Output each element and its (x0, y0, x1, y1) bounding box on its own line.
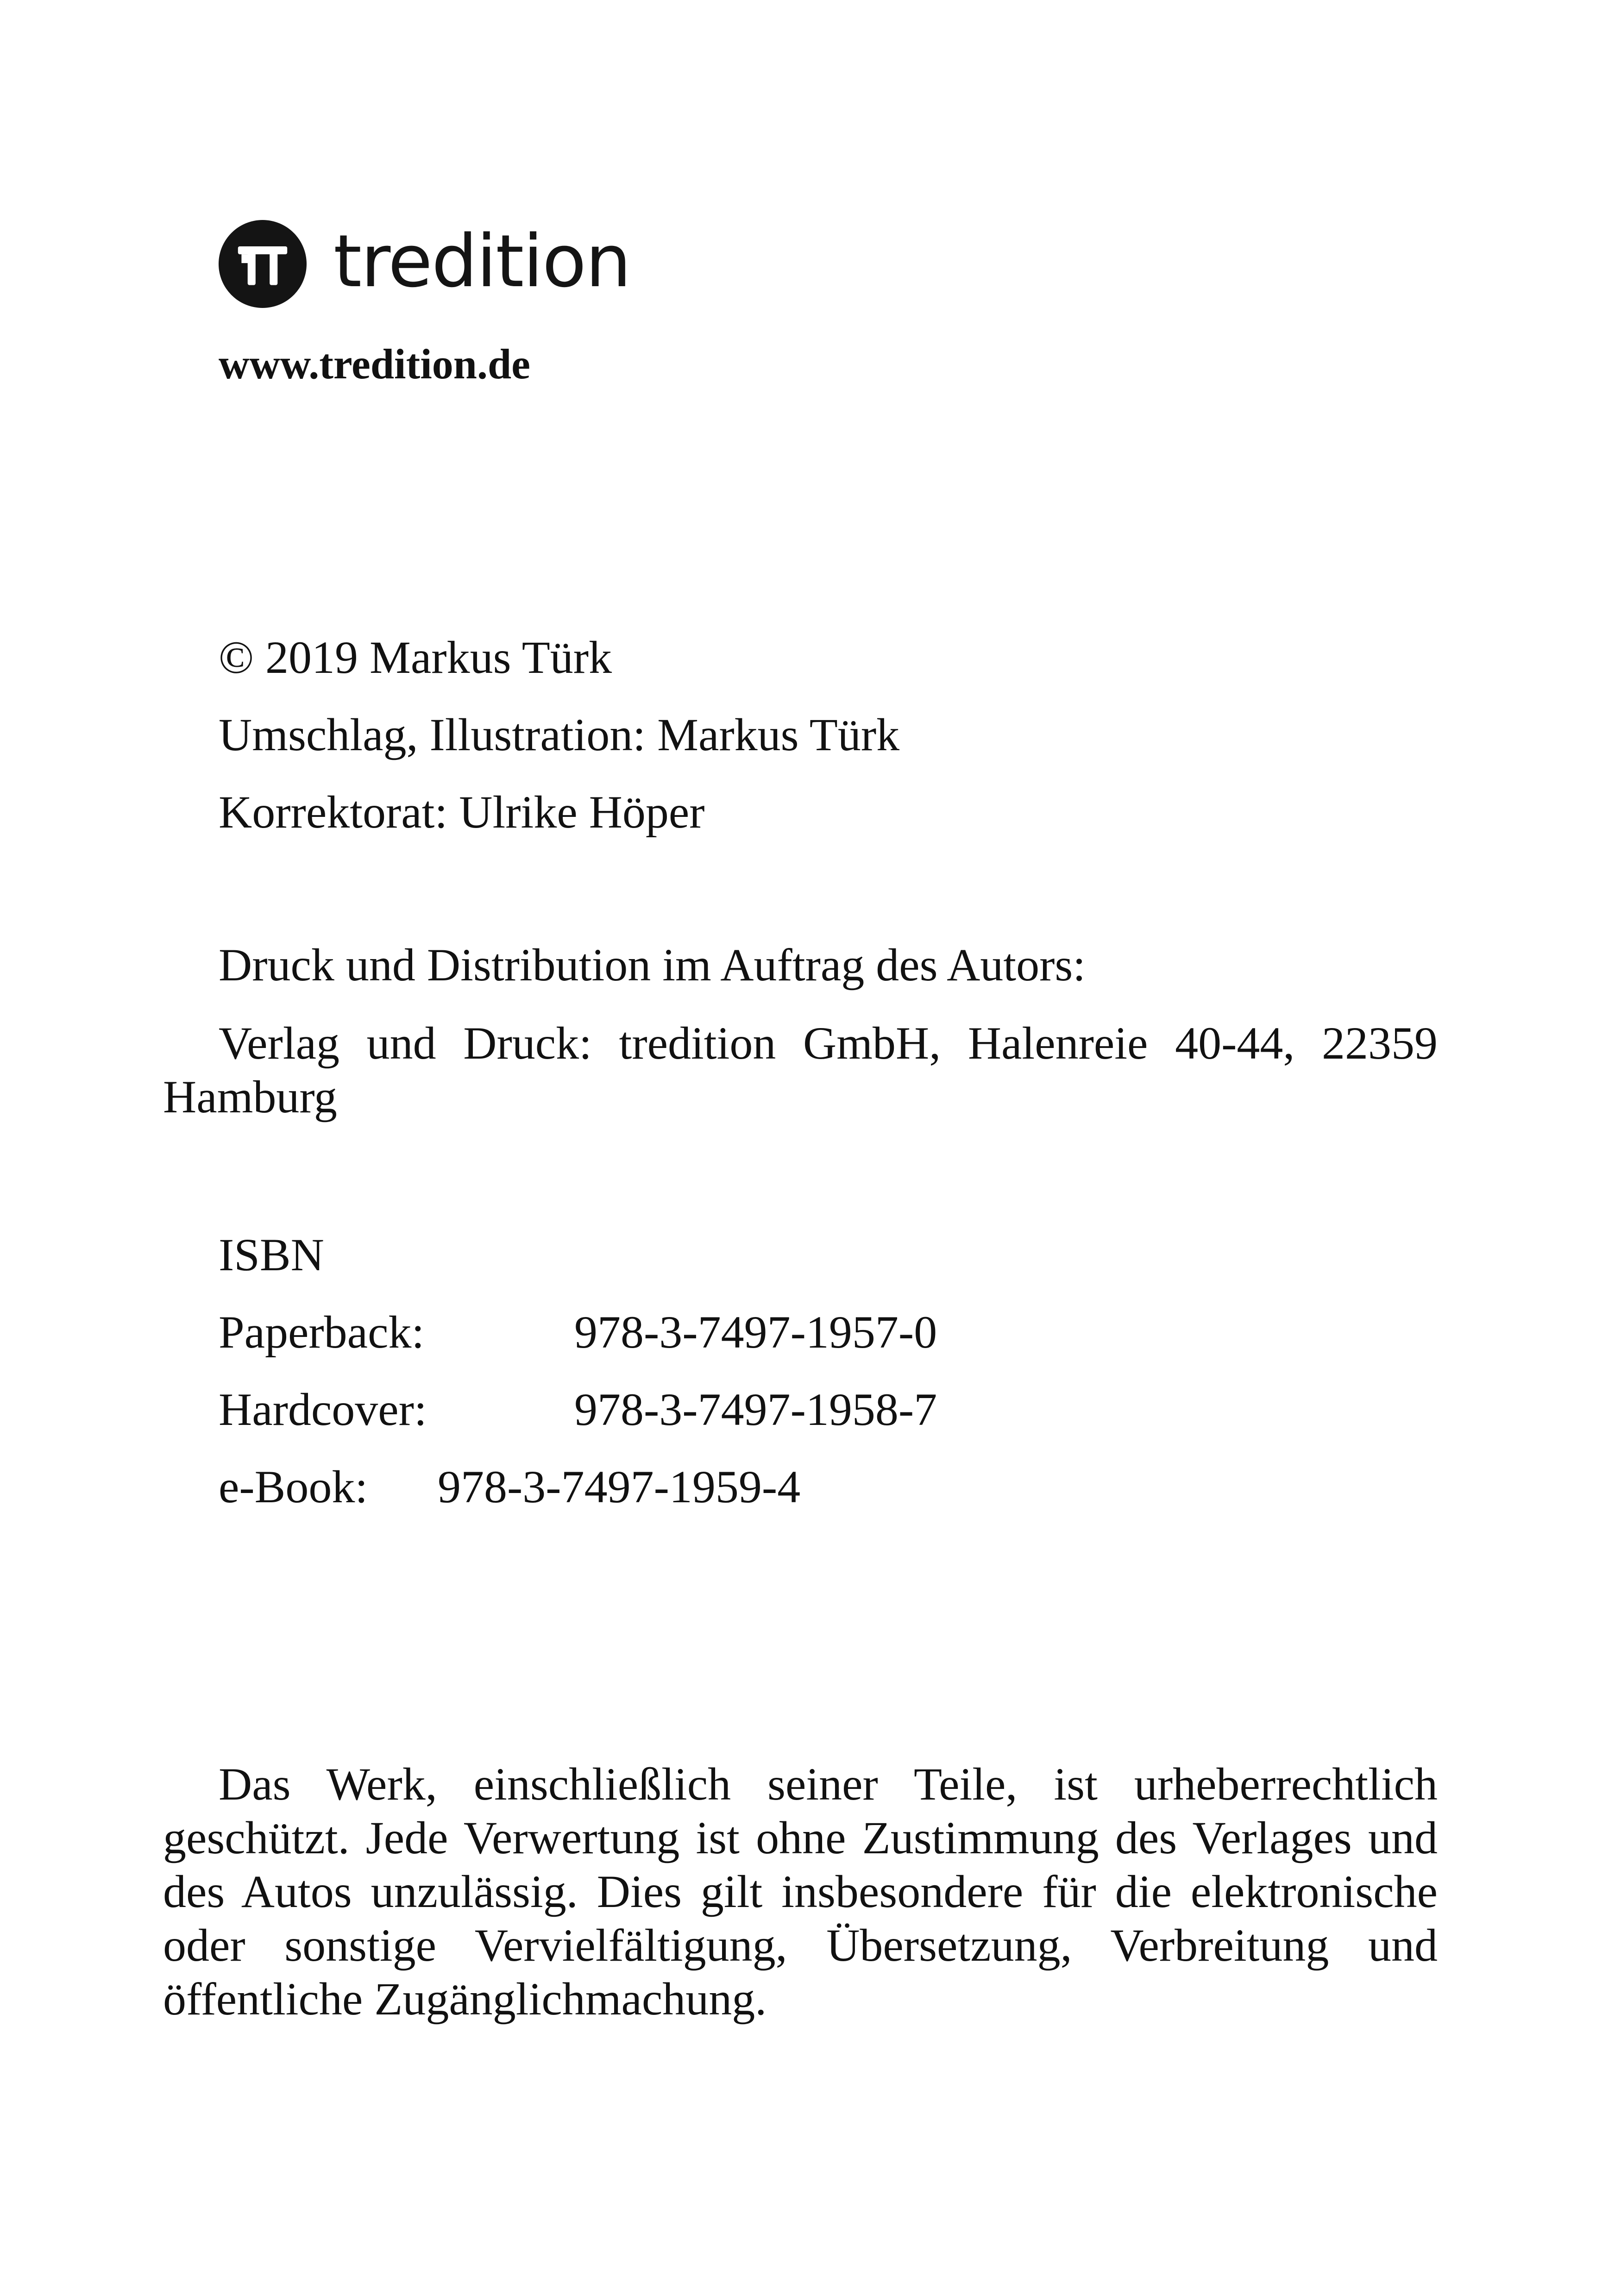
isbn-label-paperback: Paperback: (219, 1306, 425, 1358)
isbn-label-ebook: e-Book: (219, 1461, 368, 1512)
publisher-address: Verlag und Druck: tredition GmbH, Halenreie 40-44, 22359 Hamburg (163, 1017, 1438, 1123)
logo-wordmark: tredition (333, 219, 631, 303)
proofreading-credit-line: Korrektorat: Ulrike Höper (219, 786, 705, 838)
isbn-value-ebook: 978-3-7497-1959-4 (438, 1461, 801, 1512)
copyright-line: © 2019 Markus Türk (219, 632, 612, 683)
isbn-value-hardcover: 978-3-7497-1958-7 (574, 1384, 937, 1435)
publisher-website: www.tredition.de (219, 340, 530, 388)
isbn-heading: ISBN (219, 1229, 324, 1280)
tredition-logo-icon (219, 220, 307, 308)
isbn-label-hardcover: Hardcover: (219, 1384, 427, 1435)
distribution-intro: Druck und Distribution im Auftrag des Autors: (219, 939, 1086, 991)
cover-credit-line: Umschlag, Illustration: Markus Türk (219, 709, 900, 760)
copyright-notice: Das Werk, einschließlich seiner Teile, ist urheberrechtlich geschützt. Jede Verwertung ist ohne Zustimmung des Verlages und des Autos unzulässig. Dies gilt insbesondere für die elektronische oder sonstige Vervielfältigung, Übersetzung, Verbreitung und öffentliche Zugänglichmachung. (163, 1758, 1438, 2025)
publisher-logo (219, 218, 630, 310)
isbn-value-paperback: 978-3-7497-1957-0 (574, 1306, 937, 1358)
